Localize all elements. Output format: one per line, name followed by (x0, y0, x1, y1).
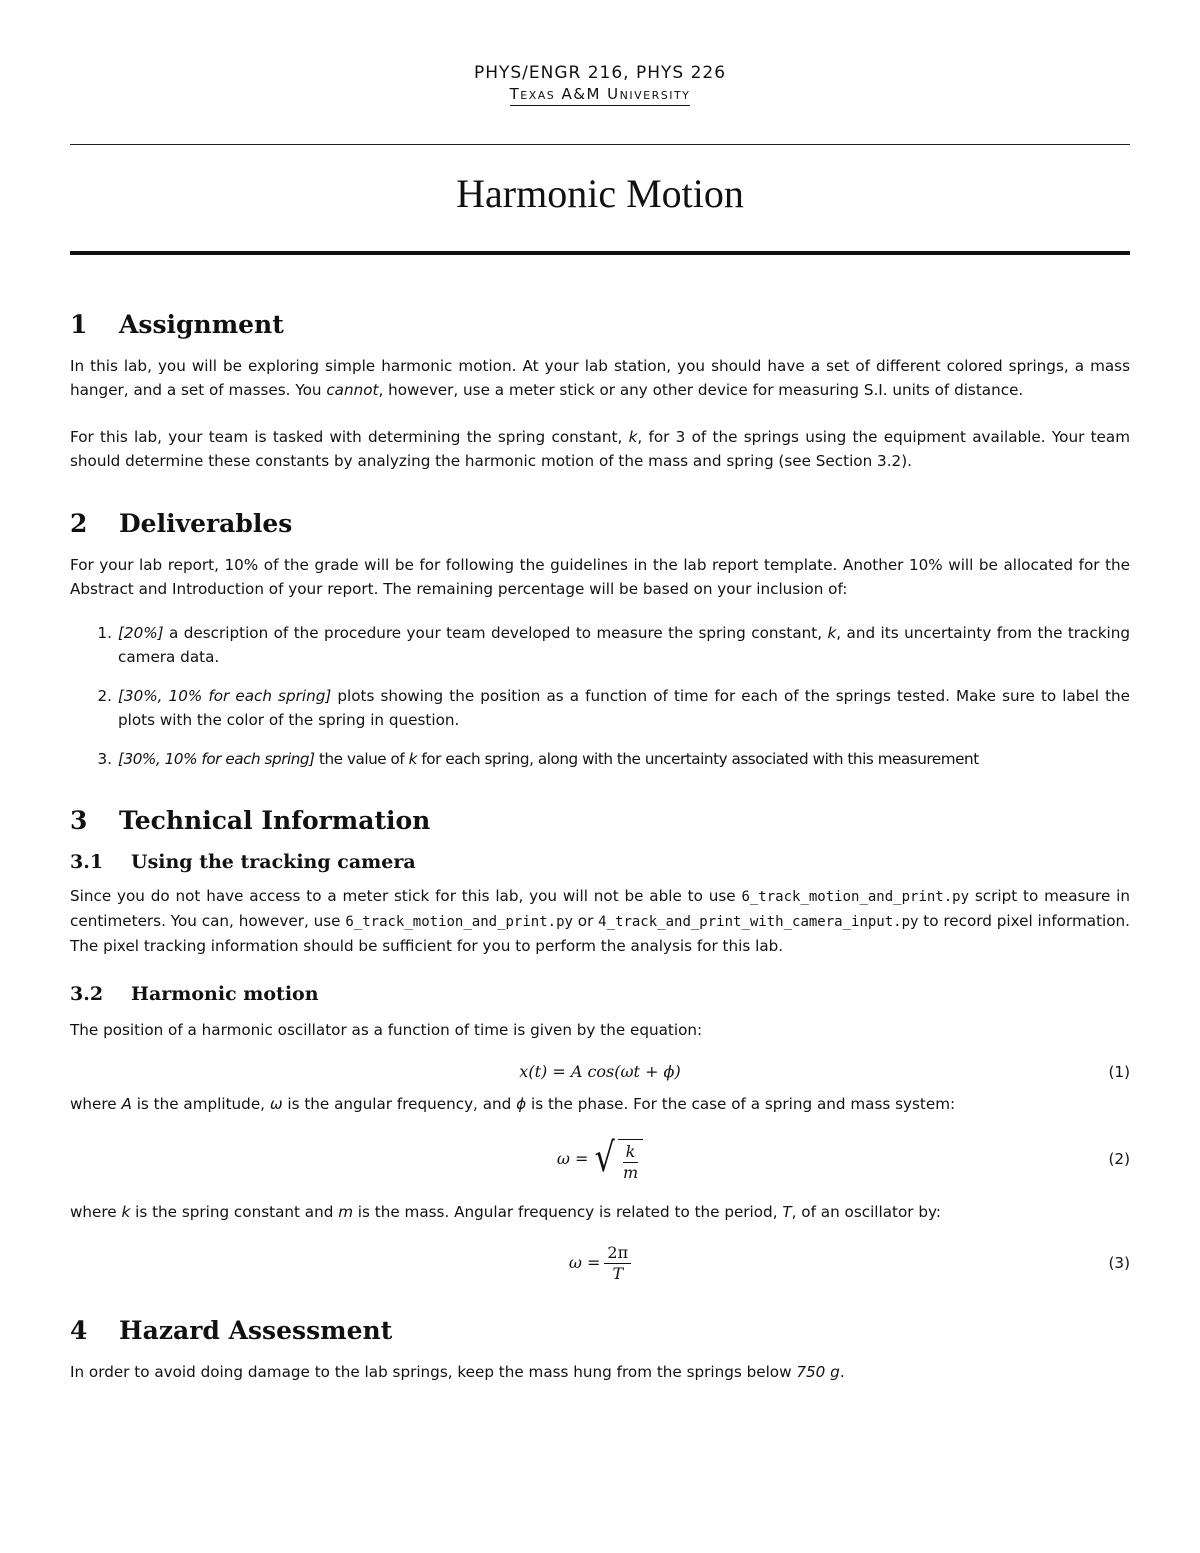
assignment-paragraph-1: In this lab, you will be exploring simple harmonic motion. At your lab station, you should have a set of different colored springs, a mass hanger, and a set of masses. You cannot, however, use a meter stick or any other device for measuring S.I. units of distance. (70, 357, 1130, 399)
section-number: 4 (70, 1316, 88, 1345)
header-rule (70, 144, 1130, 145)
section-heading-deliverables (70, 507, 1130, 541)
list-item: 3. [30%, 10% for each spring] the value of k for each spring, along with the uncertainty associated with this measurement (97, 750, 979, 768)
section-number: 2 (70, 509, 88, 538)
section-heading-assignment (70, 308, 1130, 342)
university-name: Texas A&M University (510, 84, 691, 106)
title-rule (70, 251, 1130, 255)
section-heading-technical (70, 804, 1130, 838)
section-title: Hazard Assessment (119, 1316, 393, 1345)
hazard-paragraph: In order to avoid doing damage to the lab springs, keep the mass hung from the springs below 750 g. (70, 1363, 845, 1381)
course-header (70, 62, 1130, 106)
deliverables-intro: For your lab report, 10% of the grade will be for following the guidelines in the lab report template. Another 10% will be allocated for the Abstract and Introduction of your report. The remaining percentage will be based on your inclusion of: (70, 556, 1130, 598)
course-code: PHYS/ENGR 216, PHYS 226 (473, 63, 727, 83)
section-title: Technical Information (119, 806, 431, 835)
section-heading-hazard (70, 1314, 1130, 1348)
equation-2: ω = √ $\frac{k}{m}$ (2) (556, 1134, 1130, 1182)
equation-number: (3) (1108, 1254, 1130, 1272)
section-number: 3 (70, 806, 88, 835)
equation-3: ω = $\frac{2\pi}{T}$ (3) (568, 1242, 1130, 1283)
assignment-paragraph-2: For this lab, your team is tasked with determining the spring constant, k, for 3 of the springs using the equipment available. Your team should determine these constants by analyzing the harmonic motion of the mass and spring (see Section 3.2). (70, 428, 1130, 470)
document-title: Harmonic Motion (456, 171, 744, 216)
equation-number: (2) (1108, 1150, 1130, 1168)
list-item: 1. [20%] a description of the procedure your team developed to measure the spring constant, k, and its uncertainty from the tracking camera data. (97, 624, 1130, 666)
document-body (70, 308, 1130, 1384)
equation-number: (1) (1108, 1063, 1130, 1081)
subsection-heading-harmonic-motion: 3.2 Harmonic motion (70, 983, 319, 1005)
deliverables-list (70, 621, 1130, 771)
section-title: Deliverables (119, 509, 293, 538)
equation-1-explanation: where A is the amplitude, ω is the angular frequency, and ϕ is the phase. For the case of a spring and mass system: (70, 1095, 956, 1113)
tracking-camera-paragraph: Since you do not have access to a meter stick for this lab, you will not be able to use 6_track_motion_and_print.py script to measure in centimeters. You can, however, use 6_track_motion_and_print.py or 4_track_and_print_with_camera_input.py to record pixel information. The pixel tracking information should be sufficient for you to perform the analysis for this lab. (70, 887, 1130, 955)
equation-expression: x(t) = A cos(ωt + ϕ) (519, 1062, 681, 1081)
list-item: 2. [30%, 10% for each spring] plots showing the position as a function of time for each of the springs tested. Make sure to label the plots with the color of the spring in question. (97, 687, 1131, 729)
square-root: √ $\frac{k}{m}$ (592, 1136, 643, 1183)
equation-1 (70, 1052, 1130, 1092)
equation-2-explanation: where k is the spring constant and m is the mass. Angular frequency is related to the period, T, of an oscillator by: (70, 1203, 942, 1221)
section-number: 1 (70, 310, 88, 339)
subsection-heading-tracking-camera: 3.1 Using the tracking camera (70, 851, 416, 873)
section-title: Assignment (119, 310, 284, 339)
harmonic-intro: The position of a harmonic oscillator as a function of time is given by the equation: (70, 1021, 703, 1039)
